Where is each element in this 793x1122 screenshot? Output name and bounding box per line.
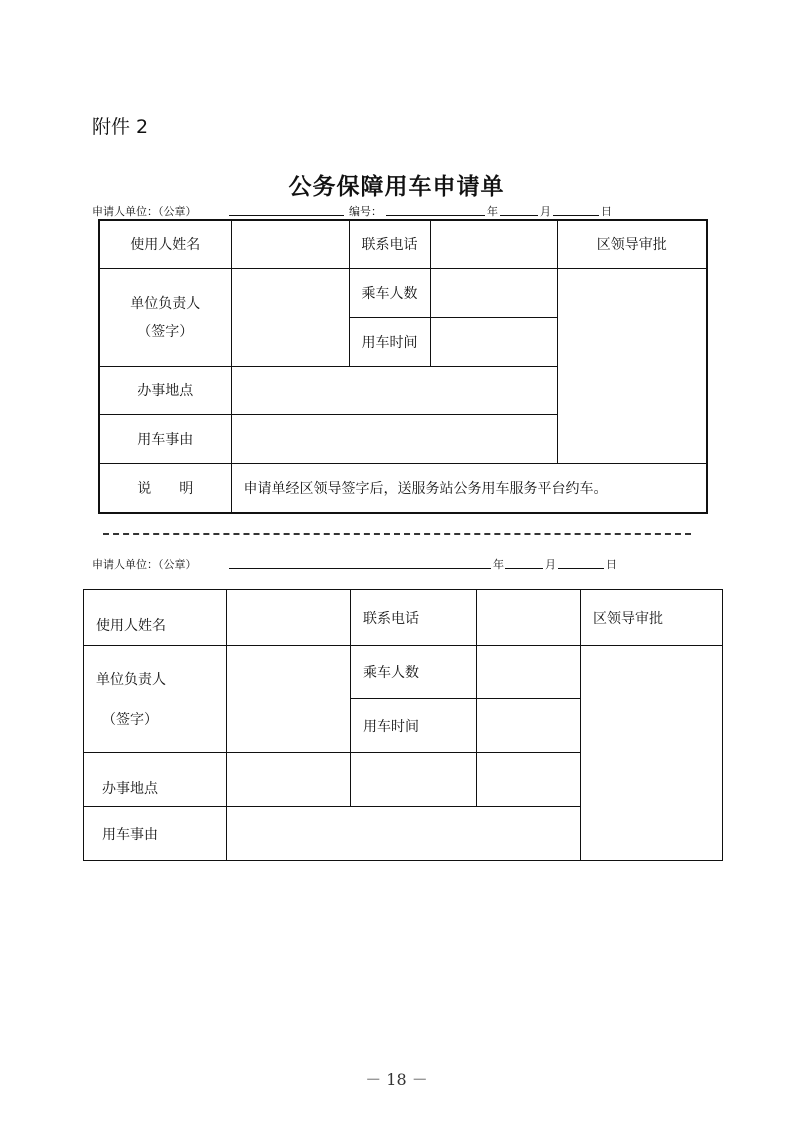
year-label-2: 年 — [493, 558, 504, 571]
location-label-2: 办事地点 — [84, 753, 227, 807]
day-label: 日 — [601, 205, 612, 218]
phone-field[interactable] — [430, 220, 557, 268]
phone-label-2: 联系电话 — [351, 590, 477, 646]
month-label: 月 — [540, 205, 551, 218]
number-label: 编号： — [349, 205, 382, 218]
approval-field-2[interactable] — [581, 646, 723, 861]
unit-head-signature-field-2[interactable] — [227, 646, 351, 753]
reason-label: 用车事由 — [99, 414, 231, 463]
applicant-unit-label-2: 申请人单位：（公章） — [92, 558, 197, 571]
approval-field[interactable] — [557, 268, 707, 463]
passengers-label: 乘车人数 — [349, 268, 430, 317]
form-title: 公务保障用车申请单 — [288, 174, 505, 200]
location-label: 办事地点 — [99, 366, 231, 414]
unit-head-text: 单位负责人 — [130, 296, 201, 312]
location-field[interactable] — [231, 366, 557, 414]
sign-text-2: （签字） — [102, 712, 158, 728]
time-field[interactable] — [430, 317, 557, 366]
reason-field[interactable] — [231, 414, 557, 463]
time-label-2: 用车时间 — [351, 699, 477, 753]
year-label: 年 — [487, 205, 498, 218]
time-field-2[interactable] — [477, 699, 581, 753]
phone-field-2[interactable] — [477, 590, 581, 646]
vehicle-request-form-2 — [83, 589, 723, 861]
user-name-field-2[interactable] — [227, 590, 351, 646]
reason-field-2[interactable] — [227, 807, 581, 861]
user-name-field[interactable] — [231, 220, 349, 268]
day-label-2: 日 — [606, 558, 617, 571]
unit-head-signature-field[interactable] — [231, 268, 349, 366]
passengers-label-2: 乘车人数 — [351, 646, 477, 699]
attachment-label: 附件 2 — [92, 116, 149, 138]
note-text: 申请单经区领导签字后，送服务站公务用车服务平台约车。 — [231, 463, 707, 513]
phone-label: 联系电话 — [349, 220, 430, 268]
cut-line — [103, 533, 691, 535]
sign-text: （签字） — [137, 324, 194, 340]
applicant-unit-label: 申请人单位：（公章） — [92, 205, 197, 218]
month-label-2: 月 — [545, 558, 556, 571]
user-name-label-2: 使用人姓名 — [84, 590, 227, 646]
page-number: － 18 － — [365, 1070, 428, 1089]
approval-label: 区领导审批 — [557, 220, 707, 268]
location-field-2c[interactable] — [477, 753, 581, 807]
reason-label-2: 用车事由 — [84, 807, 227, 861]
location-field-2b[interactable] — [351, 753, 477, 807]
number-line[interactable] — [386, 215, 485, 216]
unit-head-label-2 — [84, 646, 227, 753]
day-line[interactable] — [553, 215, 599, 216]
month-line-2[interactable] — [505, 568, 543, 569]
applicant-unit-line-2[interactable] — [229, 568, 491, 569]
applicant-unit-line[interactable] — [229, 215, 344, 216]
day-line-2[interactable] — [558, 568, 604, 569]
passengers-field-2[interactable] — [477, 646, 581, 699]
location-field-2a[interactable] — [227, 753, 351, 807]
user-name-label: 使用人姓名 — [99, 220, 231, 268]
unit-head-label — [99, 268, 231, 366]
approval-label-2: 区领导审批 — [581, 590, 723, 646]
passengers-field[interactable] — [430, 268, 557, 317]
time-label: 用车时间 — [349, 317, 430, 366]
vehicle-request-form-1 — [98, 219, 708, 514]
note-label: 说 明 — [99, 463, 231, 513]
month-line[interactable] — [500, 215, 538, 216]
unit-head-text-2: 单位负责人 — [96, 672, 166, 688]
